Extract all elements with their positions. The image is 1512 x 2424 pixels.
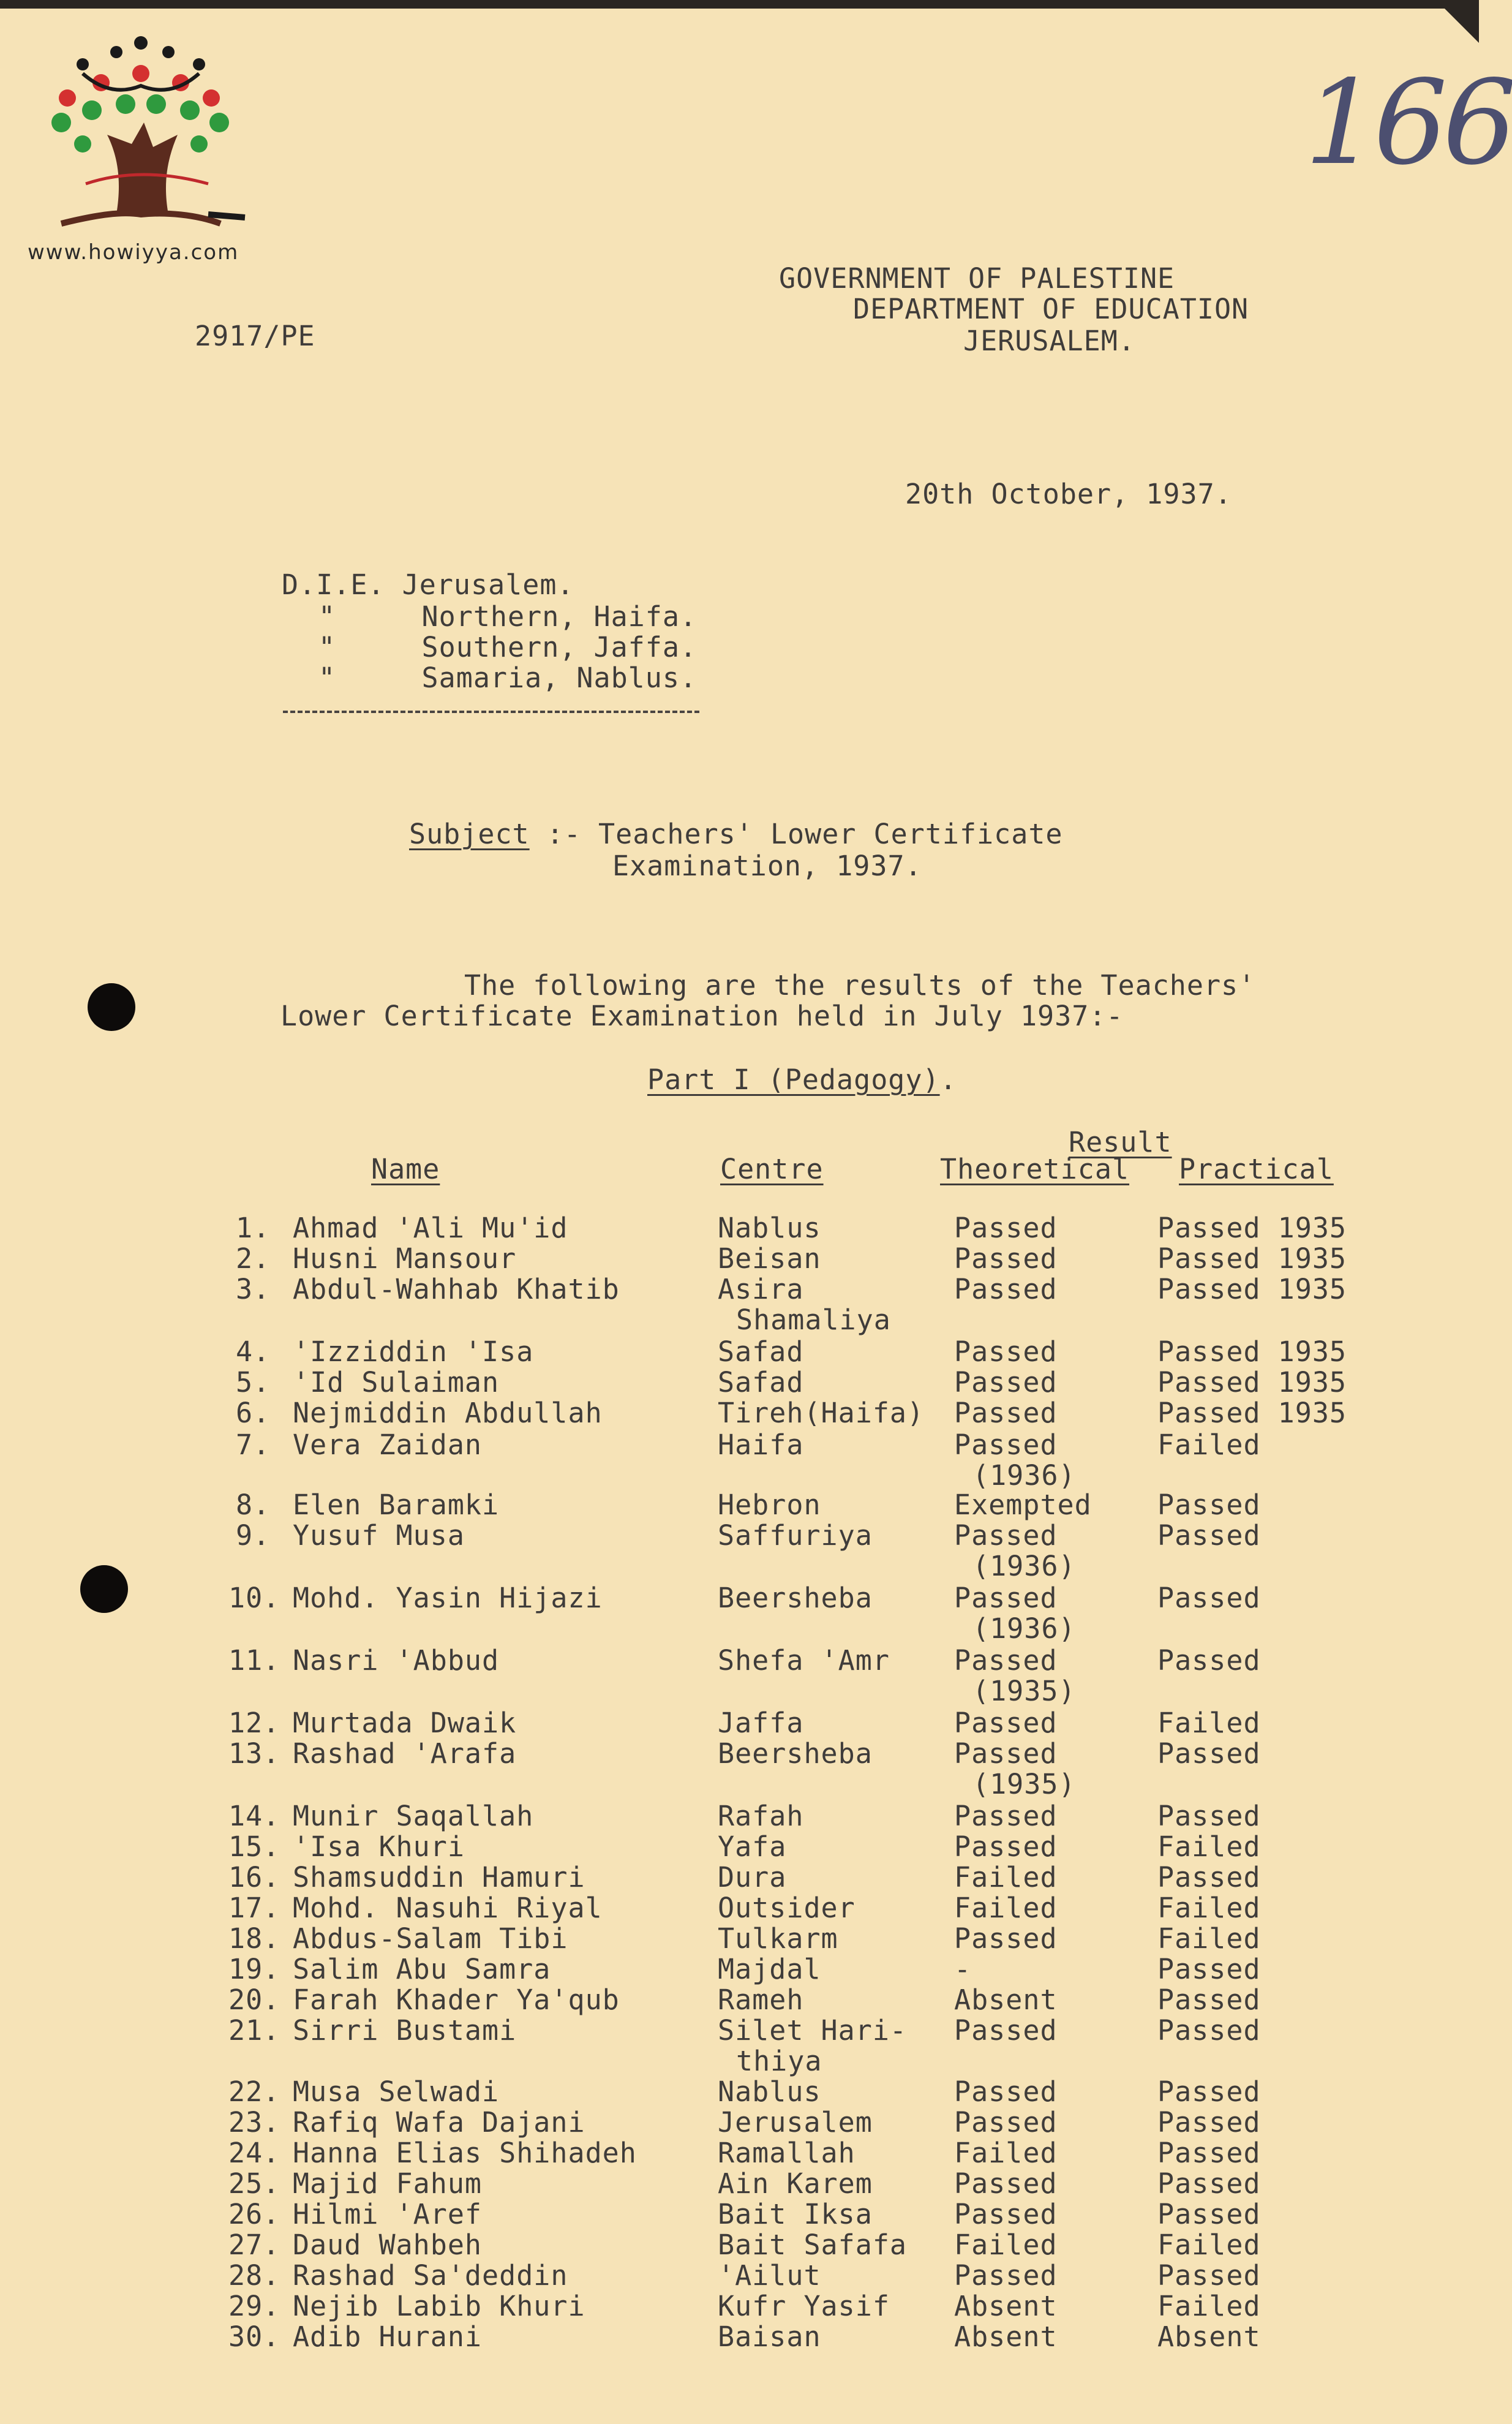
theoretical-result: Passed	[954, 1429, 1058, 1461]
centre: Tireh(Haifa)	[718, 1397, 925, 1429]
row-number: 11.	[228, 1644, 280, 1677]
theoretical-result: Passed	[954, 1519, 1058, 1552]
theoretical-result: Passed	[954, 2075, 1058, 2108]
centre: Safad	[718, 1335, 804, 1368]
theoretical-result: Passed	[954, 1212, 1058, 1244]
candidate-name: Adib Hurani	[293, 2320, 483, 2353]
theoretical-result: Absent	[954, 2320, 1058, 2353]
theoretical-result: Passed	[954, 1366, 1058, 1399]
row-number: 8.	[236, 1489, 271, 1521]
theoretical-result: Passed	[954, 1737, 1058, 1770]
header-name: Name	[371, 1153, 440, 1185]
centre: Yafa	[718, 1830, 787, 1863]
centre: Bait Safafa	[718, 2229, 908, 2261]
theoretical-result: -	[954, 1953, 972, 1985]
practical-result: Passed	[1157, 1644, 1261, 1677]
letterhead-line-1: GOVERNMENT OF PALESTINE	[779, 262, 1175, 295]
page-number: 166	[1304, 55, 1512, 191]
candidate-name: Hilmi 'Aref	[293, 2198, 483, 2230]
centre: Beersheba	[718, 1737, 873, 1770]
recipient-3: " Southern, Jaffa.	[318, 631, 698, 663]
centre: Rafah	[718, 1800, 804, 1832]
theoretical-result: Passed	[954, 1273, 1058, 1305]
candidate-name: Nasri 'Abbud	[293, 1644, 500, 1677]
practical-result: Passed	[1157, 1800, 1261, 1832]
row-number: 17.	[228, 1892, 280, 1924]
centre: Beersheba	[718, 1582, 873, 1614]
candidate-name: Ahmad 'Ali Mu'id	[293, 1212, 568, 1244]
row-number: 29.	[228, 2290, 280, 2322]
practical-result: Passed 1935	[1157, 1212, 1347, 1244]
row-number: 13.	[228, 1737, 280, 1770]
candidate-name: Murtada Dwaik	[293, 1707, 517, 1739]
centre: Nablus	[718, 1212, 821, 1244]
candidate-name: Shamsuddin Hamuri	[293, 1861, 585, 1894]
row-number: 1.	[236, 1212, 271, 1244]
howiyya-logo	[24, 31, 257, 233]
row-number: 15.	[228, 1830, 280, 1863]
header-result: Result	[1069, 1126, 1172, 1158]
practical-result: Passed	[1157, 1489, 1261, 1521]
practical-result: Failed	[1157, 1830, 1261, 1863]
centre: Ain Karem	[718, 2167, 873, 2200]
row-number: 3.	[236, 1273, 271, 1305]
theoretical-result: Absent	[954, 1984, 1058, 2016]
theoretical-result: Passed	[954, 2198, 1058, 2230]
theoretical-result: Exempted	[954, 1489, 1092, 1521]
candidate-name: Daud Wahbeh	[293, 2229, 483, 2261]
intro-line-1: The following are the results of the Teachers'	[464, 969, 1256, 1002]
row-number: 10.	[228, 1582, 280, 1614]
theoretical-result: Failed	[954, 1892, 1058, 1924]
practical-result: Absent	[1157, 2320, 1261, 2353]
row-number: 2.	[236, 1242, 271, 1275]
theoretical-year: (1935)	[972, 1675, 1076, 1707]
theoretical-result: Passed	[954, 1830, 1058, 1863]
theoretical-result: Passed	[954, 2259, 1058, 2292]
practical-result: Failed	[1157, 1429, 1261, 1461]
centre: 'Ailut	[718, 2259, 821, 2292]
row-number: 9.	[236, 1519, 271, 1552]
theoretical-result: Passed	[954, 1707, 1058, 1739]
theoretical-result: Absent	[954, 2290, 1058, 2322]
row-number: 24.	[228, 2137, 280, 2169]
subject-text: :- Teachers' Lower Certificate	[529, 818, 1063, 850]
practical-result: Failed	[1157, 2229, 1261, 2261]
theoretical-result: Failed	[954, 2137, 1058, 2169]
theoretical-result: Passed	[954, 1644, 1058, 1677]
candidate-name: Vera Zaidan	[293, 1429, 483, 1461]
centre-continued: Shamaliya	[736, 1304, 891, 1336]
practical-result: Passed 1935	[1157, 1397, 1347, 1429]
logo-site-url: www.howiyya.com	[28, 240, 239, 265]
subject-line-2: Examination, 1937.	[612, 850, 922, 882]
punch-hole-bottom	[80, 1565, 128, 1613]
centre: Asira	[718, 1273, 804, 1305]
candidate-name: Munir Saqallah	[293, 1800, 534, 1832]
header-centre: Centre	[720, 1153, 824, 1185]
practical-result: Passed 1935	[1157, 1335, 1347, 1368]
practical-result: Passed 1935	[1157, 1242, 1347, 1275]
row-number: 12.	[228, 1707, 280, 1739]
practical-result: Passed	[1157, 2137, 1261, 2169]
centre: Haifa	[718, 1429, 804, 1461]
theoretical-result: Passed	[954, 1335, 1058, 1368]
candidate-name: Husni Mansour	[293, 1242, 517, 1275]
practical-result: Passed	[1157, 2259, 1261, 2292]
centre: Baisan	[718, 2320, 821, 2353]
candidate-name: Abdus-Salam Tibi	[293, 1922, 568, 1955]
row-number: 30.	[228, 2320, 280, 2353]
theoretical-result: Passed	[954, 1397, 1058, 1429]
reference-number: 2917/PE	[195, 320, 315, 352]
candidate-name: Elen Baramki	[293, 1489, 500, 1521]
centre: Jaffa	[718, 1707, 804, 1739]
theoretical-year: (1936)	[972, 1459, 1076, 1492]
centre: Bait Iksa	[718, 2198, 873, 2230]
practical-result: Passed	[1157, 2198, 1261, 2230]
row-number: 27.	[228, 2229, 280, 2261]
practical-result: Failed	[1157, 1922, 1261, 1955]
candidate-name: 'Izziddin 'Isa	[293, 1335, 534, 1368]
row-number: 14.	[228, 1800, 280, 1832]
centre: Beisan	[718, 1242, 821, 1275]
candidate-name: Sirri Bustami	[293, 2014, 517, 2047]
candidate-name: Nejmiddin Abdullah	[293, 1397, 603, 1429]
recipient-2: " Northern, Haifa.	[318, 600, 698, 633]
intro-line-2: Lower Certificate Examination held in July 1937:-	[280, 1000, 1124, 1032]
theoretical-result: Passed	[954, 1582, 1058, 1614]
letter-date: 20th October, 1937.	[905, 478, 1232, 510]
centre: Nablus	[718, 2075, 821, 2108]
practical-result: Passed	[1157, 1737, 1261, 1770]
row-number: 16.	[228, 1861, 280, 1894]
row-number: 4.	[236, 1335, 271, 1368]
row-number: 28.	[228, 2259, 280, 2292]
row-number: 22.	[228, 2075, 280, 2108]
theoretical-result: Passed	[954, 2106, 1058, 2139]
candidate-name: Nejib Labib Khuri	[293, 2290, 585, 2322]
punch-hole-top	[88, 983, 135, 1031]
row-number: 7.	[236, 1429, 271, 1461]
row-number: 25.	[228, 2167, 280, 2200]
candidate-name: Rashad Sa'deddin	[293, 2259, 568, 2292]
row-number: 23.	[228, 2106, 280, 2139]
header-practical: Practical	[1179, 1153, 1334, 1185]
row-number: 19.	[228, 1953, 280, 1985]
theoretical-result: Passed	[954, 1800, 1058, 1832]
centre: Shefa 'Amr	[718, 1644, 890, 1677]
centre: Silet Hari-	[718, 2014, 908, 2047]
candidate-name: Yusuf Musa	[293, 1519, 465, 1552]
practical-result: Passed	[1157, 2014, 1261, 2047]
scan-corner	[1436, 0, 1479, 43]
theoretical-result: Passed	[954, 2167, 1058, 2200]
practical-result: Failed	[1157, 2290, 1261, 2322]
candidate-name: Rashad 'Arafa	[293, 1737, 517, 1770]
row-number: 26.	[228, 2198, 280, 2230]
practical-result: Passed	[1157, 2106, 1261, 2139]
candidate-name: Musa Selwadi	[293, 2075, 500, 2108]
candidate-name: Abdul-Wahhab Khatib	[293, 1273, 620, 1305]
row-number: 21.	[228, 2014, 280, 2047]
centre: Jerusalem	[718, 2106, 873, 2139]
theoretical-result: Passed	[954, 1922, 1058, 1955]
practical-result: Passed 1935	[1157, 1273, 1347, 1305]
scan-top-edge	[0, 0, 1479, 9]
candidate-name: Hanna Elias Shihadeh	[293, 2137, 637, 2169]
practical-result: Failed	[1157, 1707, 1261, 1739]
centre: Majdal	[718, 1953, 821, 1985]
centre: Tulkarm	[718, 1922, 838, 1955]
letterhead-line-3: JERUSALEM.	[963, 325, 1135, 357]
row-number: 20.	[228, 1984, 280, 2016]
theoretical-result: Failed	[954, 2229, 1058, 2261]
centre: Rameh	[718, 1984, 804, 2016]
theoretical-year: (1936)	[972, 1550, 1076, 1582]
centre: Outsider	[718, 1892, 856, 1924]
practical-result: Passed	[1157, 1519, 1261, 1552]
row-number: 6.	[236, 1397, 271, 1429]
practical-result: Passed	[1157, 1984, 1261, 2016]
centre-continued: thiya	[736, 2045, 822, 2077]
theoretical-result: Failed	[954, 1861, 1058, 1894]
centre: Hebron	[718, 1489, 821, 1521]
recipient-divider	[283, 711, 699, 713]
theoretical-year: (1936)	[972, 1612, 1076, 1645]
candidate-name: 'Isa Khuri	[293, 1830, 465, 1863]
practical-result: Passed	[1157, 1953, 1261, 1985]
row-number: 18.	[228, 1922, 280, 1955]
centre: Ramallah	[718, 2137, 856, 2169]
row-number: 5.	[236, 1366, 271, 1399]
candidate-name: Rafiq Wafa Dajani	[293, 2106, 585, 2139]
candidate-name: Salim Abu Samra	[293, 1953, 551, 1985]
candidate-name: Farah Khader Ya'qub	[293, 1984, 620, 2016]
theoretical-year: (1935)	[972, 1768, 1076, 1800]
subject-label: Subject	[409, 818, 530, 850]
centre: Dura	[718, 1861, 787, 1894]
practical-result: Passed	[1157, 1861, 1261, 1894]
candidate-name: Majid Fahum	[293, 2167, 483, 2200]
practical-result: Passed	[1157, 1582, 1261, 1614]
part-title: Part I (Pedagogy).	[647, 1063, 957, 1096]
tree-logo-icon	[24, 31, 257, 233]
centre: Safad	[718, 1366, 804, 1399]
practical-result: Passed 1935	[1157, 1366, 1347, 1399]
theoretical-result: Passed	[954, 2014, 1058, 2047]
recipient-4: " Samaria, Nablus.	[318, 662, 698, 694]
candidate-name: Mohd. Yasin Hijazi	[293, 1582, 603, 1614]
practical-result: Passed	[1157, 2075, 1261, 2108]
part-title-text: Part I (Pedagogy)	[647, 1063, 940, 1096]
centre: Saffuriya	[718, 1519, 873, 1552]
subject-line-1	[409, 818, 1063, 850]
theoretical-result: Passed	[954, 1242, 1058, 1275]
letterhead-line-2: DEPARTMENT OF EDUCATION	[853, 293, 1249, 325]
practical-result: Failed	[1157, 1892, 1261, 1924]
candidate-name: 'Id Sulaiman	[293, 1366, 500, 1399]
centre: Kufr Yasif	[718, 2290, 890, 2322]
header-theoretical: Theoretical	[940, 1153, 1130, 1185]
recipient-1: D.I.E. Jerusalem.	[282, 568, 574, 601]
practical-result: Passed	[1157, 2167, 1261, 2200]
candidate-name: Mohd. Nasuhi Riyal	[293, 1892, 603, 1924]
